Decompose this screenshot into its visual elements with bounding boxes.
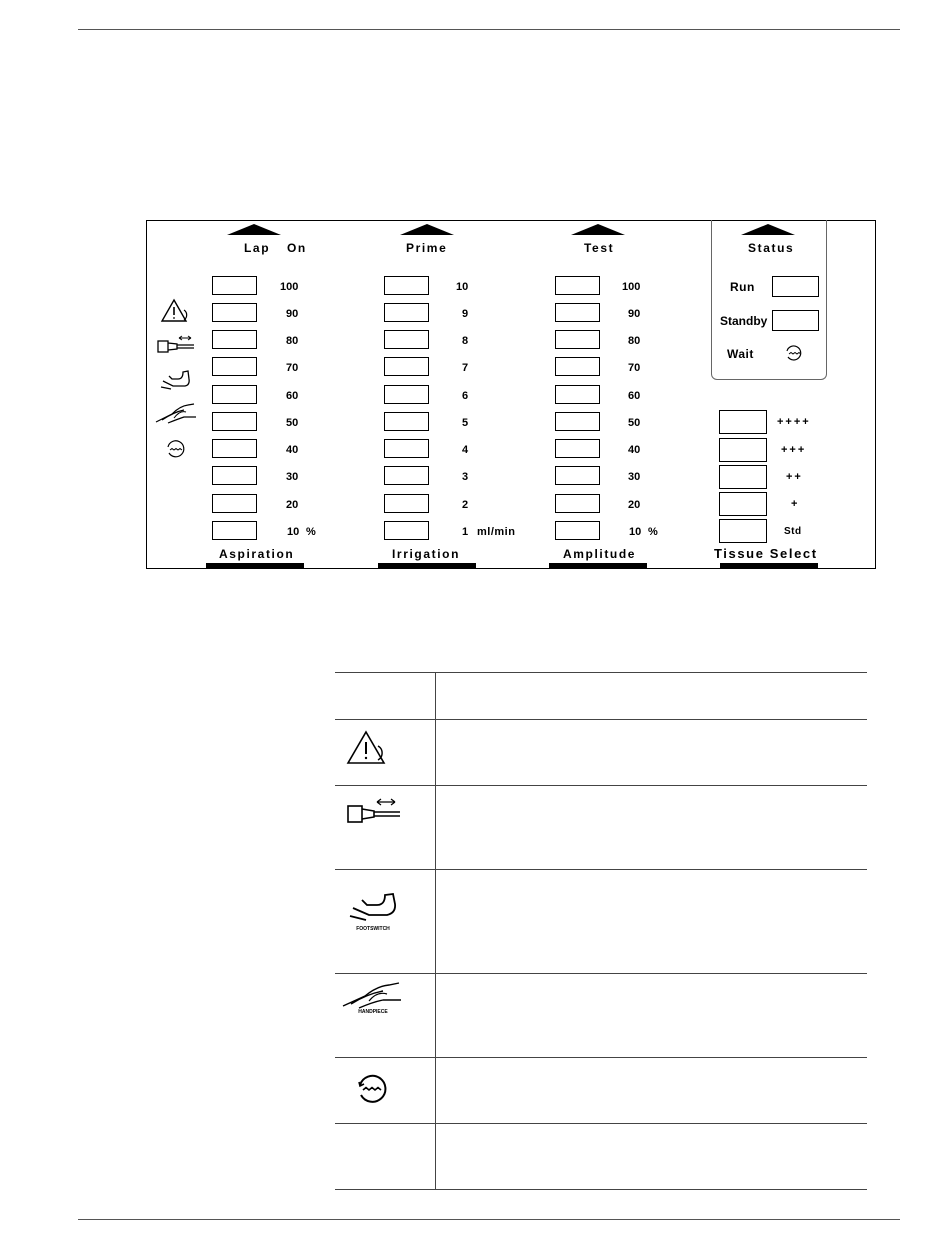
aspiration-level-10[interactable] bbox=[212, 521, 257, 540]
amplitude-value: 20 bbox=[628, 499, 641, 511]
footswitch-icon bbox=[347, 888, 399, 922]
aspiration-value: 70 bbox=[286, 362, 299, 374]
amplitude-value: 70 bbox=[628, 362, 641, 374]
wait-label: Wait bbox=[727, 347, 754, 361]
irrigation-value: 7 bbox=[462, 362, 469, 374]
irrigation-level-1[interactable] bbox=[384, 521, 429, 540]
irrigation-value: 5 bbox=[462, 417, 469, 429]
irrigation-level-8[interactable] bbox=[384, 330, 429, 349]
irrigation-level-6[interactable] bbox=[384, 385, 429, 404]
aspiration-value: 60 bbox=[286, 390, 299, 402]
legend-row bbox=[335, 672, 867, 720]
amplitude-level-30[interactable] bbox=[555, 466, 600, 485]
amplitude-level-90[interactable] bbox=[555, 303, 600, 322]
warning-icon bbox=[160, 298, 192, 324]
standby-indicator bbox=[772, 310, 819, 331]
handpiece-caption: HANDPIECE bbox=[358, 1009, 388, 1015]
aspiration-value: 20 bbox=[286, 499, 299, 511]
amplitude-unit: % bbox=[648, 526, 658, 538]
top-rule bbox=[78, 29, 900, 30]
tissue-select-level-2[interactable] bbox=[719, 465, 767, 489]
tissue-select-level-3[interactable] bbox=[719, 438, 767, 462]
tissue-select-std[interactable] bbox=[719, 519, 767, 543]
handpiece-icon bbox=[341, 980, 403, 1010]
irrigation-level-3[interactable] bbox=[384, 466, 429, 485]
amplitude-level-60[interactable] bbox=[555, 385, 600, 404]
irrigation-value: 8 bbox=[462, 335, 469, 347]
amplitude-level-80[interactable] bbox=[555, 330, 600, 349]
amplitude-value: 100 bbox=[622, 281, 641, 293]
aspiration-label: Aspiration bbox=[219, 547, 295, 561]
amplitude-level-20[interactable] bbox=[555, 494, 600, 513]
handpiece-tuning-icon bbox=[157, 333, 195, 355]
irrigation-level-4[interactable] bbox=[384, 439, 429, 458]
status-label: Status bbox=[748, 241, 795, 255]
amplitude-value: 80 bbox=[628, 335, 641, 347]
tissue-select-label: Tissue Select bbox=[714, 546, 818, 561]
amplitude-value: 60 bbox=[628, 390, 641, 402]
aspiration-unit: % bbox=[306, 526, 316, 538]
aspiration-bar bbox=[206, 563, 304, 568]
amplitude-level-50[interactable] bbox=[555, 412, 600, 431]
amplitude-value: 30 bbox=[628, 471, 641, 483]
amplitude-value: 50 bbox=[628, 417, 641, 429]
irrigation-value: 1 bbox=[462, 526, 469, 538]
test-arrow-button[interactable] bbox=[571, 224, 625, 235]
amplitude-value: 90 bbox=[628, 308, 641, 320]
symbol-legend-table bbox=[335, 672, 867, 1189]
amplitude-level-10[interactable] bbox=[555, 521, 600, 540]
aspiration-level-20[interactable] bbox=[212, 494, 257, 513]
legend-row bbox=[335, 719, 867, 786]
irrigation-value: 9 bbox=[462, 308, 469, 320]
irrigation-level-5[interactable] bbox=[384, 412, 429, 431]
aspiration-value: 40 bbox=[286, 444, 299, 456]
irrigation-level-7[interactable] bbox=[384, 357, 429, 376]
irrigation-level-10[interactable] bbox=[384, 276, 429, 295]
amplitude-level-40[interactable] bbox=[555, 439, 600, 458]
amplitude-level-100[interactable] bbox=[555, 276, 600, 295]
on-label: On bbox=[287, 241, 307, 255]
amplitude-value: 10 bbox=[629, 526, 642, 538]
standby-label: Standby bbox=[720, 314, 768, 328]
footswitch-caption: FOOTSWITCH bbox=[356, 926, 390, 932]
irrigation-value: 4 bbox=[462, 444, 469, 456]
irrigation-value: 10 bbox=[456, 281, 469, 293]
irrigation-label: Irrigation bbox=[392, 547, 461, 561]
legend-row bbox=[335, 1057, 867, 1124]
status-arrow-button[interactable] bbox=[741, 224, 795, 235]
amplitude-label: Amplitude bbox=[563, 547, 637, 561]
aspiration-level-30[interactable] bbox=[212, 466, 257, 485]
irrigation-value: 3 bbox=[462, 471, 469, 483]
aspiration-value: 100 bbox=[280, 281, 299, 293]
tissue-select-value: ++ bbox=[786, 471, 803, 483]
tissue-select-value: Std bbox=[784, 526, 802, 537]
aspiration-level-70[interactable] bbox=[212, 357, 257, 376]
legend-row bbox=[335, 1123, 867, 1190]
test-label: Test bbox=[584, 241, 615, 255]
aspiration-value: 90 bbox=[286, 308, 299, 320]
bottom-rule bbox=[78, 1219, 900, 1220]
tissue-select-bar bbox=[720, 563, 818, 568]
tissue-select-value: + bbox=[791, 498, 798, 510]
amplitude-value: 40 bbox=[628, 444, 641, 456]
handpiece-icon bbox=[154, 400, 198, 426]
aspiration-level-60[interactable] bbox=[212, 385, 257, 404]
legend-row bbox=[335, 973, 867, 1058]
aspiration-level-90[interactable] bbox=[212, 303, 257, 322]
irrigation-unit: ml/min bbox=[477, 526, 516, 538]
tissue-select-level-4[interactable] bbox=[719, 410, 767, 434]
prime-label: Prime bbox=[406, 241, 448, 255]
irrigation-value: 2 bbox=[462, 499, 469, 511]
irrigation-value: 6 bbox=[462, 390, 469, 402]
aspiration-level-50[interactable] bbox=[212, 412, 257, 431]
legend-row bbox=[335, 869, 867, 974]
irrigation-level-2[interactable] bbox=[384, 494, 429, 513]
aspiration-value: 80 bbox=[286, 335, 299, 347]
aspiration-value: 30 bbox=[286, 471, 299, 483]
amplitude-level-70[interactable] bbox=[555, 357, 600, 376]
prime-arrow-button[interactable] bbox=[400, 224, 454, 235]
irrigation-level-9[interactable] bbox=[384, 303, 429, 322]
aspiration-level-40[interactable] bbox=[212, 439, 257, 458]
amplitude-bar bbox=[549, 563, 647, 568]
tissue-select-level-1[interactable] bbox=[719, 492, 767, 516]
run-indicator bbox=[772, 276, 819, 297]
wait-icon bbox=[165, 438, 187, 460]
legend-row bbox=[335, 785, 867, 870]
irrigation-bar bbox=[378, 563, 476, 568]
aspiration-level-80[interactable] bbox=[212, 330, 257, 349]
warning-icon bbox=[346, 730, 390, 766]
footswitch-icon bbox=[159, 367, 191, 391]
wait-status-icon bbox=[784, 343, 804, 363]
tissue-select-value: +++ bbox=[781, 444, 807, 456]
run-label: Run bbox=[730, 280, 755, 294]
aspiration-value: 50 bbox=[286, 417, 299, 429]
handpiece-tuning-icon bbox=[346, 796, 402, 826]
aspiration-level-100[interactable] bbox=[212, 276, 257, 295]
aspiration-value: 10 bbox=[287, 526, 300, 538]
lap-label: Lap bbox=[244, 241, 271, 255]
lap-on-arrow-button[interactable] bbox=[227, 224, 281, 235]
wait-icon bbox=[355, 1072, 389, 1106]
tissue-select-value: ++++ bbox=[777, 416, 811, 428]
